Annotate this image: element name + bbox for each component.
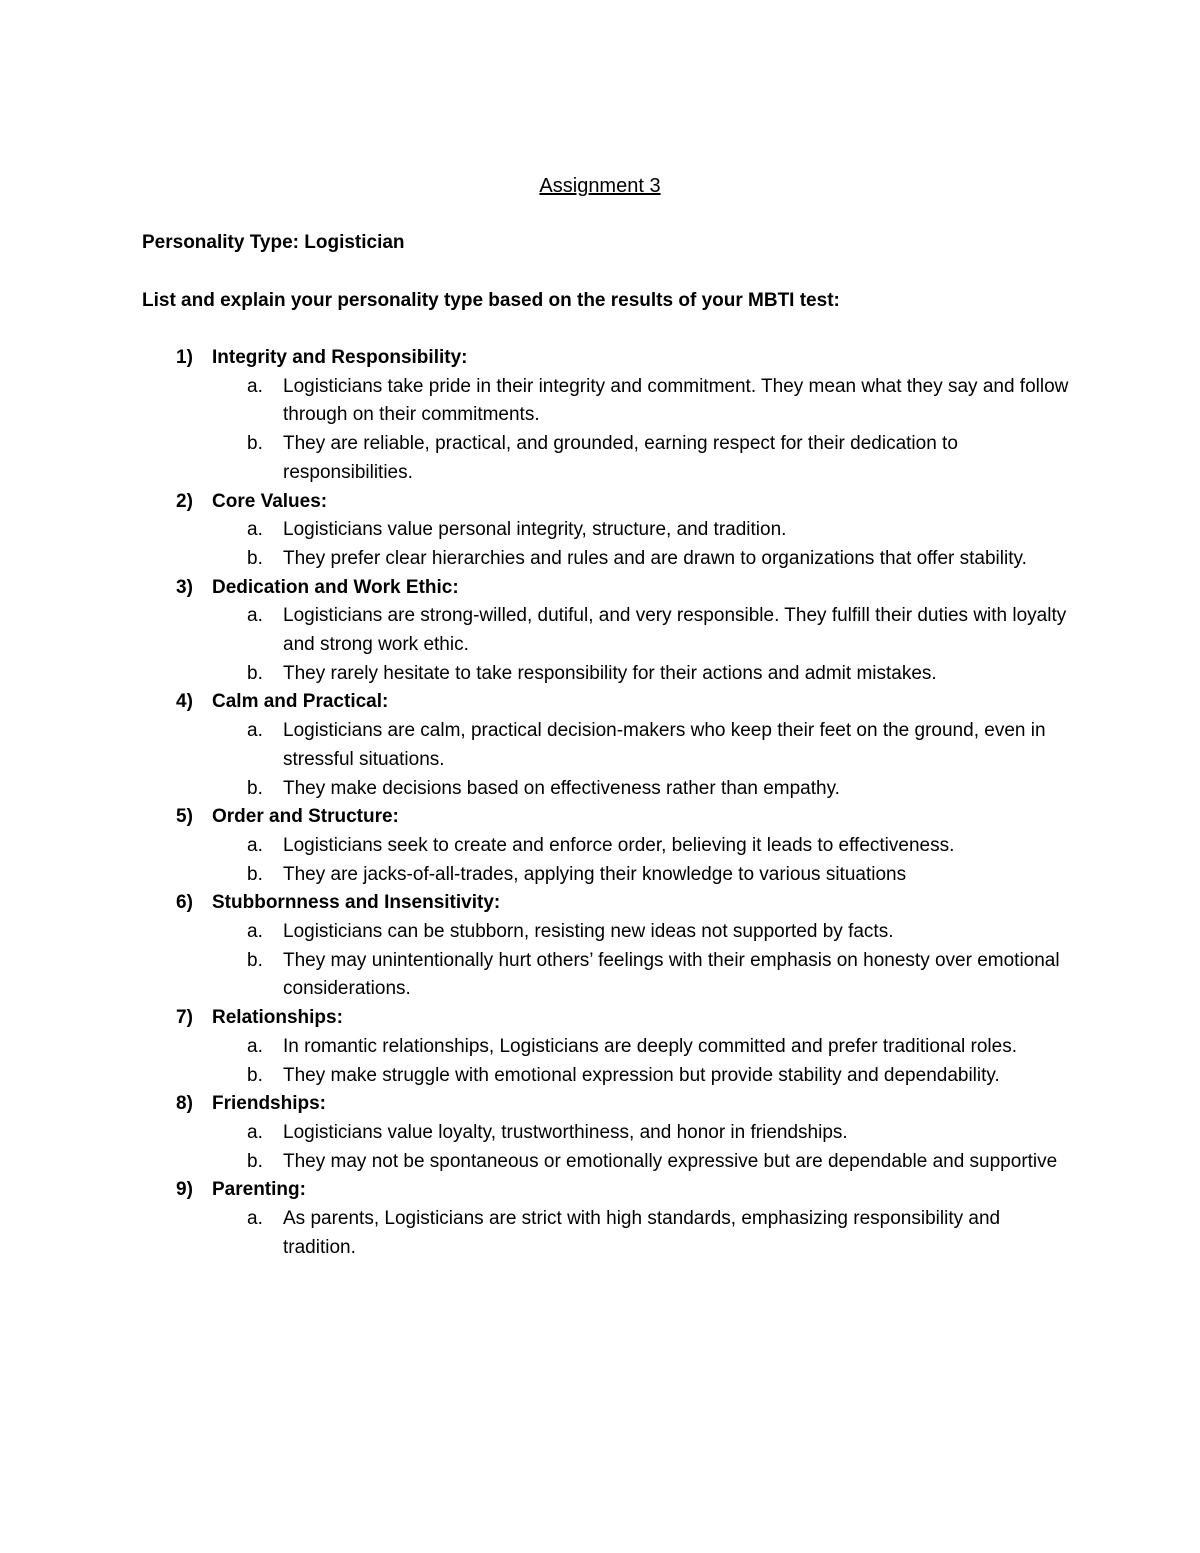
sub-item-text: Logisticians seek to create and enforce order, believing it leads to effectiveness. [283, 834, 955, 856]
sub-item [142, 918, 1073, 947]
trait-list [142, 344, 1082, 1263]
list-item-heading-text: Order and Structure: [212, 806, 399, 828]
sub-item-text: They are jacks-of-all-trades, applying their knowledge to various situations [283, 863, 907, 885]
list-item-heading [142, 574, 1082, 603]
sub-item [142, 1033, 1073, 1062]
sub-item [142, 832, 1073, 861]
sub-item-letter: b. [247, 547, 263, 569]
sub-item [142, 660, 1073, 689]
list-item [142, 1090, 1082, 1176]
sub-item-text: Logisticians can be stubborn, resisting new ideas not supported by facts. [283, 921, 894, 943]
sub-item-text: They make struggle with emotional expression but provide stability and dependability. [283, 1064, 1000, 1086]
list-item-heading-text: Parenting: [212, 1179, 306, 1201]
list-item [142, 889, 1082, 1004]
list-item [142, 803, 1082, 889]
list-item-heading [142, 1004, 1082, 1033]
sub-item-letter: b. [247, 949, 263, 971]
sub-item-letter: b. [247, 433, 263, 455]
list-item [142, 1004, 1082, 1090]
sub-item-text: As parents, Logisticians are strict with high standards, emphasizing responsibility and tradition. [283, 1208, 1001, 1258]
list-item-heading-text: Relationships: [212, 1007, 343, 1029]
sub-item [142, 516, 1073, 545]
list-item-heading [142, 1090, 1082, 1119]
sub-item-text: Logisticians value loyalty, trustworthiness, and honor in friendships. [283, 1121, 848, 1143]
sub-item-letter: a. [247, 1208, 263, 1230]
sub-item-letter: a. [247, 375, 263, 397]
list-item-heading-text: Dedication and Work Ethic: [212, 576, 459, 598]
sub-item-text: They may unintentionally hurt others’ feelings with their emphasis on honesty over emotional considerations. [283, 949, 1060, 1000]
sub-item-text: They rarely hesitate to take responsibility for their actions and admit mistakes. [283, 662, 937, 684]
list-item-number: 5) [176, 806, 193, 828]
assignment-prompt: List and explain your personality type based on the results of your MBTI test: [142, 290, 840, 311]
list-item [142, 344, 1082, 488]
list-item-heading-text: Friendships: [212, 1093, 327, 1115]
list-item-number: 6) [176, 892, 193, 914]
sub-item-text: They may not be spontaneous or emotionally expressive but are dependable and supportive [283, 1150, 1058, 1172]
list-item-heading [142, 1176, 1082, 1205]
list-item-number: 7) [176, 1007, 193, 1029]
list-item-heading-text: Stubbornness and Insensitivity: [212, 892, 501, 914]
sub-item-text: They prefer clear hierarchies and rules and are drawn to organizations that offer stability. [283, 547, 1027, 569]
document-title: Assignment 3 [539, 175, 661, 197]
sub-item-text: Logisticians value personal integrity, structure, and tradition. [283, 519, 787, 541]
sub-item [142, 1148, 1073, 1177]
sub-item [142, 1119, 1073, 1148]
sub-item-letter: b. [247, 777, 263, 799]
sub-item-text: They are reliable, practical, and grounded, earning respect for their dedication to responsibilities. [283, 433, 958, 483]
list-item-heading [142, 488, 1082, 517]
sub-item-text: Logisticians are strong-willed, dutiful, and very responsible. They fulfill their duties with loyalty and strong work ethic. [283, 605, 1067, 656]
sub-item-letter: b. [247, 662, 263, 684]
sub-item-letter: b. [247, 863, 263, 885]
list-item-heading-text: Calm and Practical: [212, 691, 389, 713]
list-item-heading-text: Integrity and Responsibility: [212, 347, 468, 368]
list-item-number: 8) [176, 1093, 193, 1115]
personality-type-line: Personality Type: Logistician [142, 232, 405, 253]
sub-item-letter: b. [247, 1150, 263, 1172]
list-item-heading [142, 688, 1082, 717]
sub-item [142, 775, 1073, 804]
sub-item-letter: a. [247, 1035, 263, 1057]
list-item-heading-text: Core Values: [212, 490, 328, 512]
sub-item [142, 861, 1073, 890]
list-item-number: 2) [176, 490, 193, 512]
sub-item-letter: b. [247, 1064, 263, 1086]
list-item [142, 574, 1082, 689]
sub-item-letter: a. [247, 1121, 263, 1143]
sub-item-letter: a. [247, 519, 263, 541]
sub-item-letter: a. [247, 921, 263, 943]
sub-item [142, 373, 1073, 430]
sub-item [142, 430, 1073, 487]
list-item [142, 488, 1082, 574]
sub-item [142, 602, 1073, 659]
sub-item-text: Logisticians take pride in their integrity and commitment. They mean what they say and follow through on their commitments. [283, 375, 1069, 426]
sub-item-text: Logisticians are calm, practical decision-makers who keep their feet on the ground, even in stressful situations. [283, 720, 1046, 770]
sub-item [142, 1205, 1073, 1262]
sub-item-letter: a. [247, 834, 263, 856]
list-item-heading [142, 889, 1082, 918]
sub-item-text: In romantic relationships, Logisticians are deeply committed and prefer traditional roles. [283, 1035, 1017, 1057]
sub-item-letter: a. [247, 720, 263, 742]
list-item [142, 688, 1082, 803]
sub-item [142, 717, 1073, 774]
list-item [142, 1176, 1082, 1262]
list-item-number: 1) [176, 347, 193, 368]
sub-item [142, 545, 1073, 574]
sub-item [142, 1062, 1073, 1091]
list-item-number: 9) [176, 1179, 193, 1201]
sub-item-text: They make decisions based on effectiveness rather than empathy. [283, 777, 840, 799]
sub-item [142, 947, 1073, 1004]
list-item-number: 3) [176, 576, 193, 598]
sub-item-letter: a. [247, 605, 263, 627]
list-item-number: 4) [176, 691, 193, 713]
list-item-heading [142, 344, 1082, 373]
list-item-heading [142, 803, 1082, 832]
